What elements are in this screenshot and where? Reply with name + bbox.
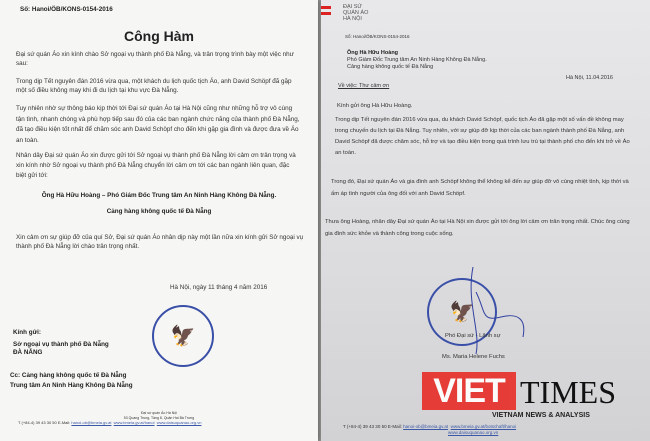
recipient-org: Cảng hàng không quốc tế Đà Nẵng xyxy=(106,208,212,215)
date: Hà Nội, 11.04.2016 xyxy=(566,75,613,81)
paragraph: Xin cảm ơn sự giúp đỡ của quí Sở, Đại sứ quán Áo nhân dịp này một lần nữa xin kính gửi Sở ngoại vụ thành phố Đà Nẵng lời chào trân trọng nhất. xyxy=(16,234,304,250)
cc-line: Trung tâm An Ninh Hàng Không Đà Nẵng xyxy=(10,382,133,389)
logo-times: TIMES xyxy=(520,374,616,410)
paragraph: Trong đó, Đại sứ quán Áo và gia đình anh Schöpf không thể không kể đến sự giúp đỡ vô cùng nhiệt tình, kịp thời và ấm áp tình người của ông đối với anh David Schöpf. xyxy=(331,179,629,197)
signature xyxy=(461,262,531,357)
website-link[interactable]: www.daisuquanao.org.vn xyxy=(156,420,202,425)
document-title: Công Hàm xyxy=(124,28,194,44)
footer-line: 53 Quang Trung, Tầng 8, Quận Hai Bà Trưng xyxy=(123,416,195,420)
viettimes-watermark-logo xyxy=(422,372,637,432)
paragraph: Trong dịp Tết nguyên đán 2016 vừa qua, du khách David Schöpf, quốc tịch Áo đã gặp một số vấn đề không may trong chuyến du lịch tại Đà Nẵng. Tuy nhiên, với sự giúp đỡ kịp thời của các ban ngành thành phố Đà Nẵng, anh David Schöpf đã được chăm sóc, hỗ trợ và tạo điều kiện trong quá trình lưu trú tại thành phố cho đến khi trở về Áo an toàn. xyxy=(335,117,630,156)
reference-number: Số: Hanoi/ÖB/KONS-0154-2016 xyxy=(345,34,410,39)
signer-name: Ms. Maria Helene Fuchs xyxy=(442,354,505,360)
logo-tagline: VIETNAM NEWS & ANALYSIS xyxy=(492,412,590,419)
paragraph: Thưa ông Hoàng, nhân dây Đại sứ quán Áo tại Hà Nội xin được gửi tới ông lời cảm ơn trân trọng nhất. Chúc ông cùng gia đình sức khỏe và thành công trong cuộc sống. xyxy=(325,219,630,237)
addressee-title: Phó Giám Đốc Trung tâm An Ninh Hàng Không Đà Nẵng. xyxy=(347,57,487,63)
to-line: Sở ngoại vụ thành phố Đà Nẵng xyxy=(13,341,109,348)
eagle-emblem-icon: 🦅 xyxy=(170,325,196,348)
signer-title: Phó Đại sứ - Lãnh sự xyxy=(445,333,501,339)
cc-line: Cc: Cảng hàng không quốc tế Đà Nẵng xyxy=(10,372,127,379)
embassy-stamp xyxy=(152,305,214,367)
to-label: Kính gửi: xyxy=(13,329,41,336)
left-document-cong-ham xyxy=(0,0,318,441)
footer-phone: T (+84-4) 39 43 30 50 E-Mail: xyxy=(343,424,402,429)
recipient-highlight: Ông Hà Hữu Hoàng – Phó Giám Đốc Trung tâm An Ninh Hàng Không Đà Nẵng. xyxy=(41,192,277,199)
paragraph: Nhân dây Đại sứ quán Áo xin được gửi tới Sở ngoại vụ thành phố Đà Nẵng lời cảm ơn trân trọng và xin kính nhờ Sở ngoại vụ thành phố Đà Nẵng chuyển lời cảm ơn tới các ban ngành liên quan, đặc biệt gửi tới: xyxy=(16,152,296,179)
paragraph: Trong dịp Tết nguyên đán 2016 vừa qua, một khách du lịch quốc tịch Áo, anh David Schöpf đã gặp một số điều không may khi đi du lịch tại khu vực Đà Nẵng. xyxy=(16,78,292,94)
logo-viet: VIET xyxy=(422,372,516,410)
subject-line: Về việc: Thư cảm ơn xyxy=(338,83,390,89)
to-line: ĐÀ NẴNG xyxy=(13,349,43,356)
footer-phone: T (+84-4) 39 43 30 50 E-Mail: xyxy=(18,420,71,425)
greeting: Kính gửi ông Hà Hữu Hoàng. xyxy=(337,103,413,109)
eagle-emblem-icon: 🦅 xyxy=(449,301,475,324)
website-link[interactable]: www.bmeia.gv.at/hanoi xyxy=(113,420,155,425)
footer-contacts xyxy=(18,420,201,426)
reference-number: Số: Hanoi/ÖB/KONS-0154-2016 xyxy=(20,6,113,13)
email-link[interactable]: hanoi-ob@bmeia.gv.at xyxy=(71,420,112,425)
footer-line: Đại sứ quán Áo Hà Nội xyxy=(141,411,177,415)
paragraph: Đại sứ quán Áo xin kính chào Sở ngoại vụ thành phố Đà Nẵng, và trân trọng trình bày một việc như sau: xyxy=(16,51,294,67)
email-link[interactable]: hanoi-ob@bmeia.gv.at xyxy=(403,424,449,429)
addressee-org: Cảng hàng không quốc tế Đà Nẵng xyxy=(347,64,434,70)
date: Hà Nội, ngày 11 tháng 4 năm 2016 xyxy=(170,284,268,291)
website-link[interactable]: www.bmeia.gv.at/botschaft/hanoi xyxy=(450,424,517,429)
addressee-name: Ông Hà Hữu Hoàng xyxy=(347,50,399,56)
website-link[interactable]: www.daisuquanao.org.vn xyxy=(448,430,499,435)
austria-flag-icon xyxy=(321,6,331,9)
embassy-logo-text: ĐẠI SỨ QUÁN ÁO HÀ NỘI xyxy=(343,4,369,22)
paragraph: Tuy nhiên nhờ sự thông báo kịp thời tới Đại sứ quán Áo tại Hà Nội cũng như những hỗ trợ vô cùng tận tình, nhanh chóng và phù hợp tiếp sau đó của các ban ngành chức năng của thành phố Đà Nẵng, đã tạo điều kiện tốt nhất để chăm sóc anh David Schöpf cho đến khi gặp gia đình và được đưa về Áo an toàn. xyxy=(16,105,300,144)
